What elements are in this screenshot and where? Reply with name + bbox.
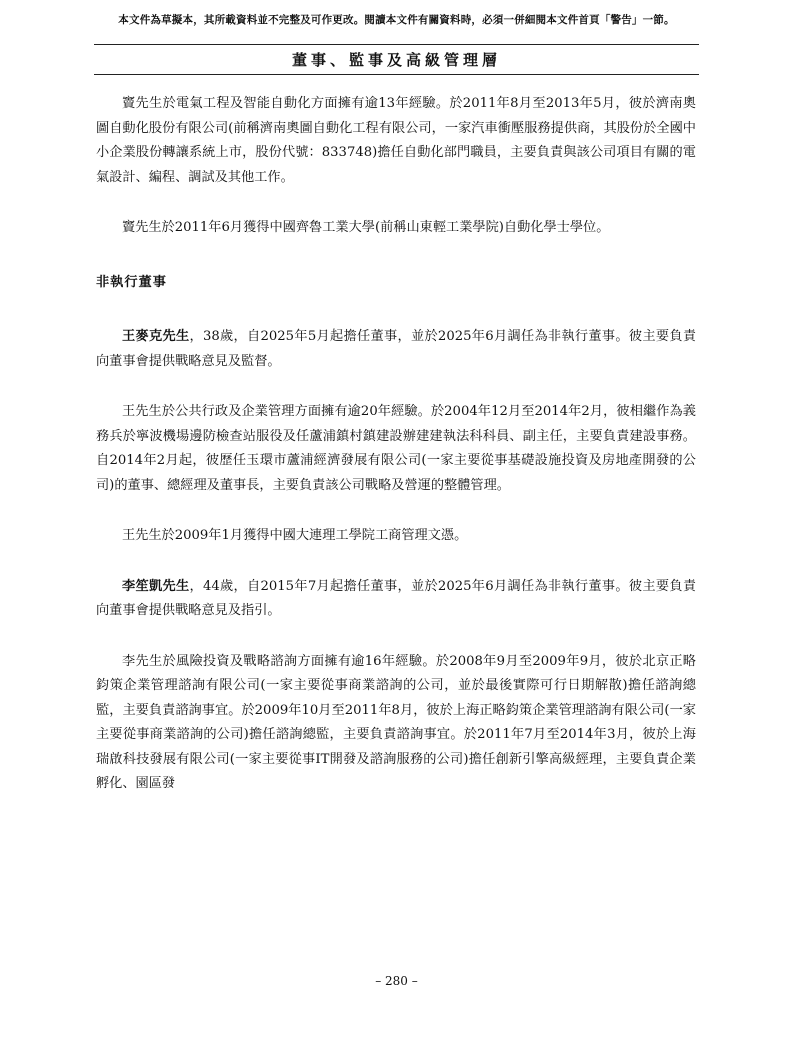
director-name-wang: 王麥克先生 (122, 329, 190, 344)
header-bottom-rule (94, 74, 699, 75)
director-name-li: 李笙凱先生 (122, 578, 190, 594)
paragraph-wang-experience: 王先生於公共行政及企業管理方面擁有逾20年經驗。於2004年12月至2014年2月，彼相繼作為義務兵於寧波機場邊防檢查站服役及任蘆浦鎮村鎮建設辦建建執法科科員、副主任，主要負責建設事務。自2014年2月起，彼歷任玉環市蘆浦經濟發展有限公司(一家主要從事基礎設施投資及房地產開發的公司)的董事、總經理及董事長，主要負責該公司戰略及營運的整體管理。 (96, 404, 696, 493)
header-top-rule (94, 44, 699, 45)
document-body (96, 92, 696, 797)
paragraph-wang-intro (96, 325, 696, 374)
paragraph-li-intro-text: ，44歲，自2015年7月起擔任董事，並於2025年6月調任為非執行董事。彼主要負責向董事會提供戰略意見及指引。 (96, 578, 697, 618)
page-number: – 280 – (375, 974, 418, 988)
paragraph-dou-experience: 竇先生於電氣工程及智能自動化方面擁有逾13年經驗。於2011年8月至2013年5月，彼於濟南奧圖自動化股份有限公司(前稱濟南奧圖自動化工程有限公司，一家汽車衝壓服務提供商，其股份於全國中小企業股份轉讓系統上市，股份代號：833748)擔任自動化部門職員，主要負責與該公司項目有關的電氣設計、編程、調試及其他工作。 (96, 96, 696, 185)
paragraph-wang-intro-text: ，38歲，自2025年5月起擔任董事，並於2025年6月調任為非執行董事。彼主要負責向董事會提供戰略意見及監督。 (96, 329, 697, 369)
paragraph-dou-education: 竇先生於2011年6月獲得中國齊魯工業大學(前稱山東輕工業學院)自動化學士學位。 (122, 220, 610, 235)
paragraph-li-intro (96, 575, 696, 624)
section-title: 董事、監事及高級管理層 (291, 51, 501, 69)
paragraph-wang-education: 王先生於2009年1月獲得中國大連理工學院工商管理文憑。 (122, 528, 468, 543)
draft-warning-banner: 本文件為草擬本，其所載資料並不完整及可作更改。閱讀本文件有關資料時，必須一併細閱本文件首頁「警告」一節。 (118, 14, 675, 26)
subheading-non-executive-directors: 非執行董事 (96, 274, 167, 290)
paragraph-li-experience: 李先生於風險投資及戰略諮詢方面擁有逾16年經驗。於2008年9月至2009年9月，彼於北京正略鈞策企業管理諮詢有限公司(一家主要從事商業諮詢的公司，並於最後實際可行日期解散)擔任諮詢總監，主要負責諮詢事宜。於2009年10月至2011年8月，彼於上海正略鈞策企業管理諮詢有限公司(一家主要從事商業諮詢的公司)擔任諮詢總監，主要負責諮詢事宜。於2011年7月至2014年3月，彼於上海瑞啟科技發展有限公司(一家主要從事IT開發及諮詢服務的公司)擔任創新引擎高級經理，主要負責企業孵化、園區發 (96, 653, 696, 791)
